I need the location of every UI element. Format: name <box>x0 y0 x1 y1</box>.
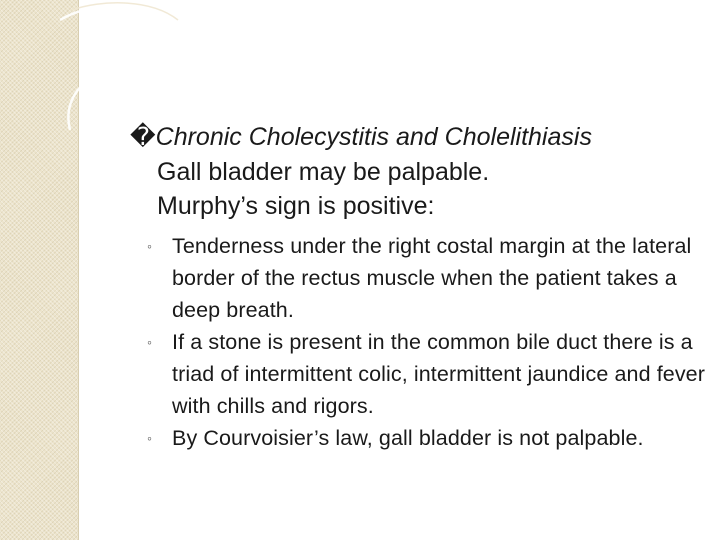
sub-point-tenderness <box>147 230 707 326</box>
heading-text: Chronic Cholecystitis and Cholelithiasis <box>155 123 592 151</box>
sub-point-list <box>147 230 707 454</box>
hollow-bullet-icon: ◦ <box>147 334 153 350</box>
sub-point-text: Tenderness under the right costal margin at the lateral border of the rectus muscle when the patient takes a deep breath. <box>172 234 692 322</box>
missing-glyph-icon: � <box>130 123 156 151</box>
sub-point-text: If a stone is present in the common bile duct there is a triad of intermittent colic, intermittent jaundice and fever with chills and rigors. <box>172 330 706 418</box>
sub-point-courvoisier <box>147 422 707 454</box>
slide-heading <box>130 120 592 154</box>
murphys-sign-line: Murphy’s sign is positive: <box>157 192 435 220</box>
gallbladder-palpable-line: Gall bladder may be palpable. <box>157 158 490 186</box>
sub-point-text: By Courvoisier’s law, gall bladder is not palpable. <box>172 426 644 450</box>
sub-point-triad <box>147 326 707 422</box>
hollow-bullet-icon: ◦ <box>147 238 153 254</box>
hollow-bullet-icon: ◦ <box>147 430 153 446</box>
